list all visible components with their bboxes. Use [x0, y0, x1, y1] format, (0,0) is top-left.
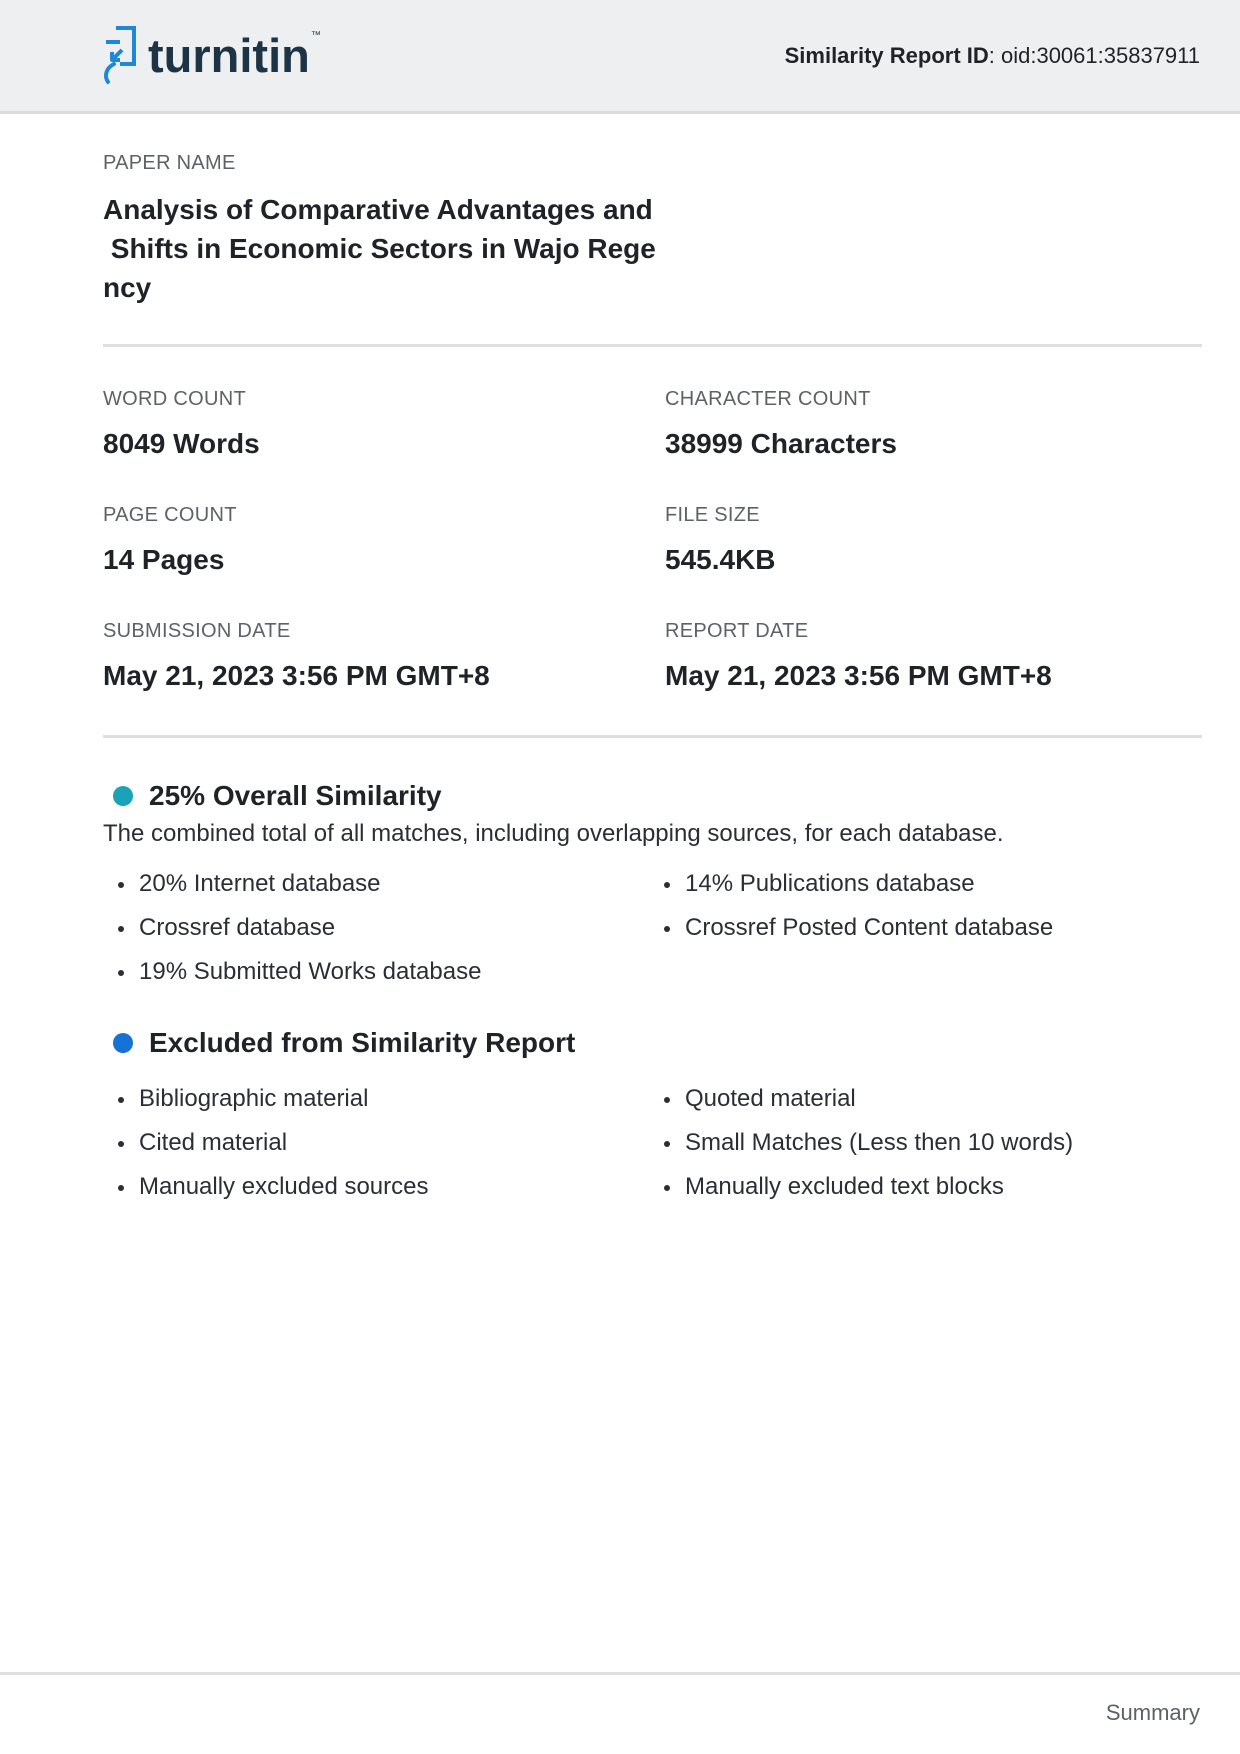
list-item: Small Matches (Less then 10 words): [649, 1121, 1073, 1165]
list-item: Manually excluded text blocks: [649, 1165, 1073, 1209]
report-date-label: REPORT DATE: [665, 620, 809, 642]
list-item: 14% Publications database: [649, 862, 1053, 906]
list-item: 19% Submitted Works database: [103, 950, 481, 994]
excluded-items-left: [103, 1077, 429, 1209]
paper-title: [103, 190, 663, 307]
report-id: [785, 43, 1200, 69]
paper-name-label: PAPER NAME: [103, 152, 236, 174]
similarity-sources-right: [649, 862, 1053, 950]
similarity-sources-left: [103, 862, 481, 994]
turnitin-logo-icon: [102, 24, 138, 86]
overall-similarity-title: 25% Overall Similarity: [149, 780, 442, 811]
excluded-dot-icon: [113, 1033, 133, 1053]
similarity-dot-icon: [113, 786, 133, 806]
file-size-label: FILE SIZE: [665, 504, 760, 526]
paper-title-line: Shifts in Economic Sectors in Wajo Rege: [103, 233, 656, 264]
file-size-value: 545.4KB: [665, 544, 776, 575]
excluded-heading: [103, 1027, 575, 1059]
divider: [103, 344, 1202, 347]
list-item: Manually excluded sources: [103, 1165, 429, 1209]
list-item: Cited material: [103, 1121, 429, 1165]
excluded-title: Excluded from Similarity Report: [149, 1027, 576, 1058]
character-count-label: CHARACTER COUNT: [665, 388, 871, 410]
list-item: Quoted material: [649, 1077, 1073, 1121]
report-date-value: May 21, 2023 3:56 PM GMT+8: [665, 660, 1052, 691]
report-id-value: : oid:30061:35837911: [988, 43, 1200, 68]
divider: [103, 735, 1202, 738]
character-count-value: 38999 Characters: [665, 428, 897, 459]
word-count-value: 8049 Words: [103, 428, 260, 459]
report-id-label: Similarity Report ID: [784, 43, 989, 68]
paper-title-line: Analysis of Comparative Advantages and: [103, 194, 653, 225]
report-header: [0, 0, 1240, 114]
similarity-description: The combined total of all matches, including overlapping sources, for each database.: [103, 820, 1004, 847]
page-count-label: PAGE COUNT: [103, 504, 237, 526]
logo-wordmark: turnitin: [148, 28, 310, 82]
overall-similarity-heading: [103, 780, 442, 812]
footer-divider: [0, 1672, 1240, 1675]
turnitin-logo: [102, 24, 321, 86]
list-item: Crossref database: [103, 906, 481, 950]
excluded-items-right: [649, 1077, 1073, 1209]
list-item: Bibliographic material: [103, 1077, 429, 1121]
submission-date-value: May 21, 2023 3:56 PM GMT+8: [103, 660, 490, 691]
page-count-value: 14 Pages: [103, 544, 225, 575]
word-count-label: WORD COUNT: [103, 388, 246, 410]
paper-title-line: ncy: [103, 272, 152, 303]
list-item: Crossref Posted Content database: [649, 906, 1053, 950]
trademark-symbol: ™: [310, 30, 321, 41]
footer-summary-label: Summary: [1105, 1700, 1200, 1725]
submission-date-label: SUBMISSION DATE: [103, 620, 291, 642]
list-item: 20% Internet database: [103, 862, 481, 906]
